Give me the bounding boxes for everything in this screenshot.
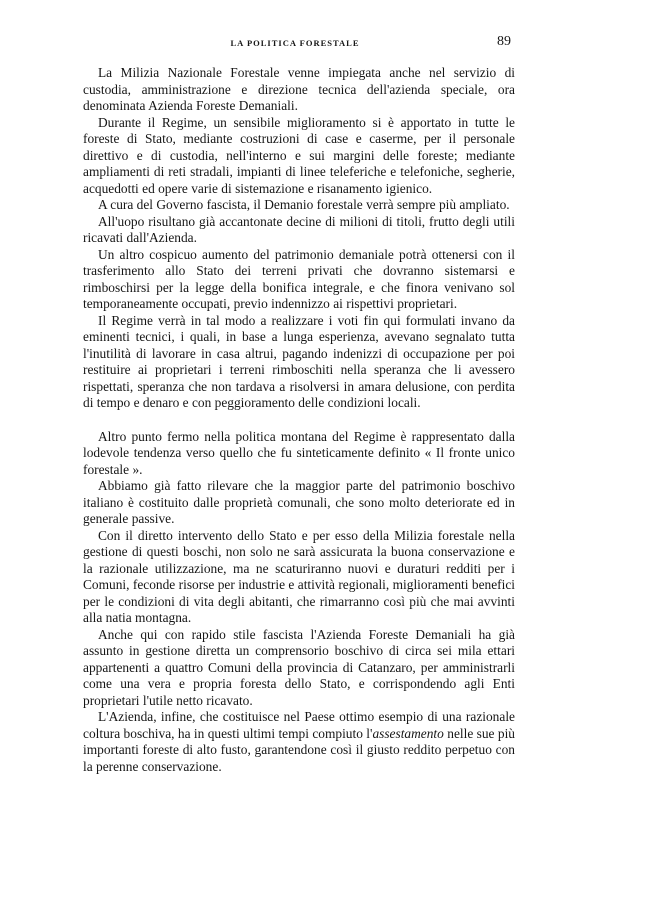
paragraph: Abbiamo già fatto rilevare che la maggior parte del patrimonio boschivo italiano è costituito dalle proprietà comunali, che sono molto deteriorate ed in generale passive. — [83, 478, 515, 526]
paragraph: All'uopo risultano già accantonate decine di milioni di titoli, frutto degli utili ricavati dall'Azienda. — [83, 213, 515, 245]
paragraph-text: L'Azienda, infine, che costituisce nel Paese ottimo esempio di una razionale coltura boschiva, ha in questi ultimi tempi compiuto l' — [83, 709, 515, 741]
paragraph: Con il diretto intervento dello Stato e per esso della Milizia forestale nella gestione di questi boschi, non solo ne sarà assicurata la buona conservazione e la razionale utilizzazione, ma ne scaturiranno nuovi e duraturi redditi per i Comuni, feconde risorse per industrie e attività regionali, miglioramenti benefici per le condizioni di vita degli abitanti, che rimarranno così più che mai avvinti alla natia montagna. — [83, 527, 515, 625]
paragraph-text: nelle sue più importanti foreste di alto fusto, garantendone così il giusto reddito perpetuo con la perenne conservazione. — [83, 725, 515, 774]
paragraph-final — [83, 709, 515, 775]
italic-term: assestamento — [372, 725, 444, 741]
paragraph: Il Regime verrà in tal modo a realizzare i voti fin qui formulati invano da eminenti tecnici, i quali, in base a lunga esperienza, avevano segnalato tutta l'inutilità di lavorare in casa altrui, pagando indenizzi di occupazione per poi restituire ai proprietari i terreni rimboschiti nella speranza che li avessero rispettati, speranza che non tardava a risolversi in amara delusione, con perdita di tempo e denaro e con peggioramento delle condizioni locali. — [83, 312, 515, 410]
paragraph: Un altro cospicuo aumento del patrimonio demaniale potrà ottenersi con il trasferimento allo Stato dei terreni privati che dovranno sistemarsi e rimboschirsi per la legge della bonifica integrale, e che finora venivano sol temporaneamente occupati, previo indennizzo ai rispettivi proprietari. — [83, 246, 515, 311]
paragraph: Durante il Regime, un sensibile miglioramento si è apportato in tutte le foreste di Stato, mediante costruzioni di case e caserme, per il personale direttivo e di custodia, nell'interno e sui margini delle foreste; mediante ampliamenti di reti stradali, impianti di linee teleferiche e telefoniche, segherie, acquedotti ed opere varie di sistemazione e risanamento igienico. — [83, 114, 515, 196]
page-header — [0, 34, 649, 54]
paragraph: Anche qui con rapido stile fascista l'Azienda Foreste Demaniali ha già assunto in gestione diretta un comprensorio boschivo di circa sei mila ettari appartenenti a quattro Comuni della provincia di Catanzaro, per amministrarli come una vera e propria foresta dello Stato, e corrispondendo agli Enti proprietari l'utile netto ricavato. — [83, 626, 515, 708]
paragraph: Altro punto fermo nella politica montana del Regime è rappresentato dalla lodevole tendenza verso quello che fu sinteticamente definito « Il fronte unico forestale ». — [83, 428, 515, 477]
running-title: LA POLITICA FORESTALE — [230, 38, 360, 48]
paragraph: A cura del Governo fascista, il Demanio forestale verrà sempre più ampliato. — [98, 197, 510, 212]
paragraph: La Milizia Nazionale Forestale venne impiegata anche nel servizio di custodia, amministrazione e direzione tecnica dell'azienda speciale, ora denominata Azienda Foreste Demaniali. — [83, 65, 515, 113]
body-text — [83, 65, 515, 775]
page-number: 89 — [497, 34, 511, 49]
